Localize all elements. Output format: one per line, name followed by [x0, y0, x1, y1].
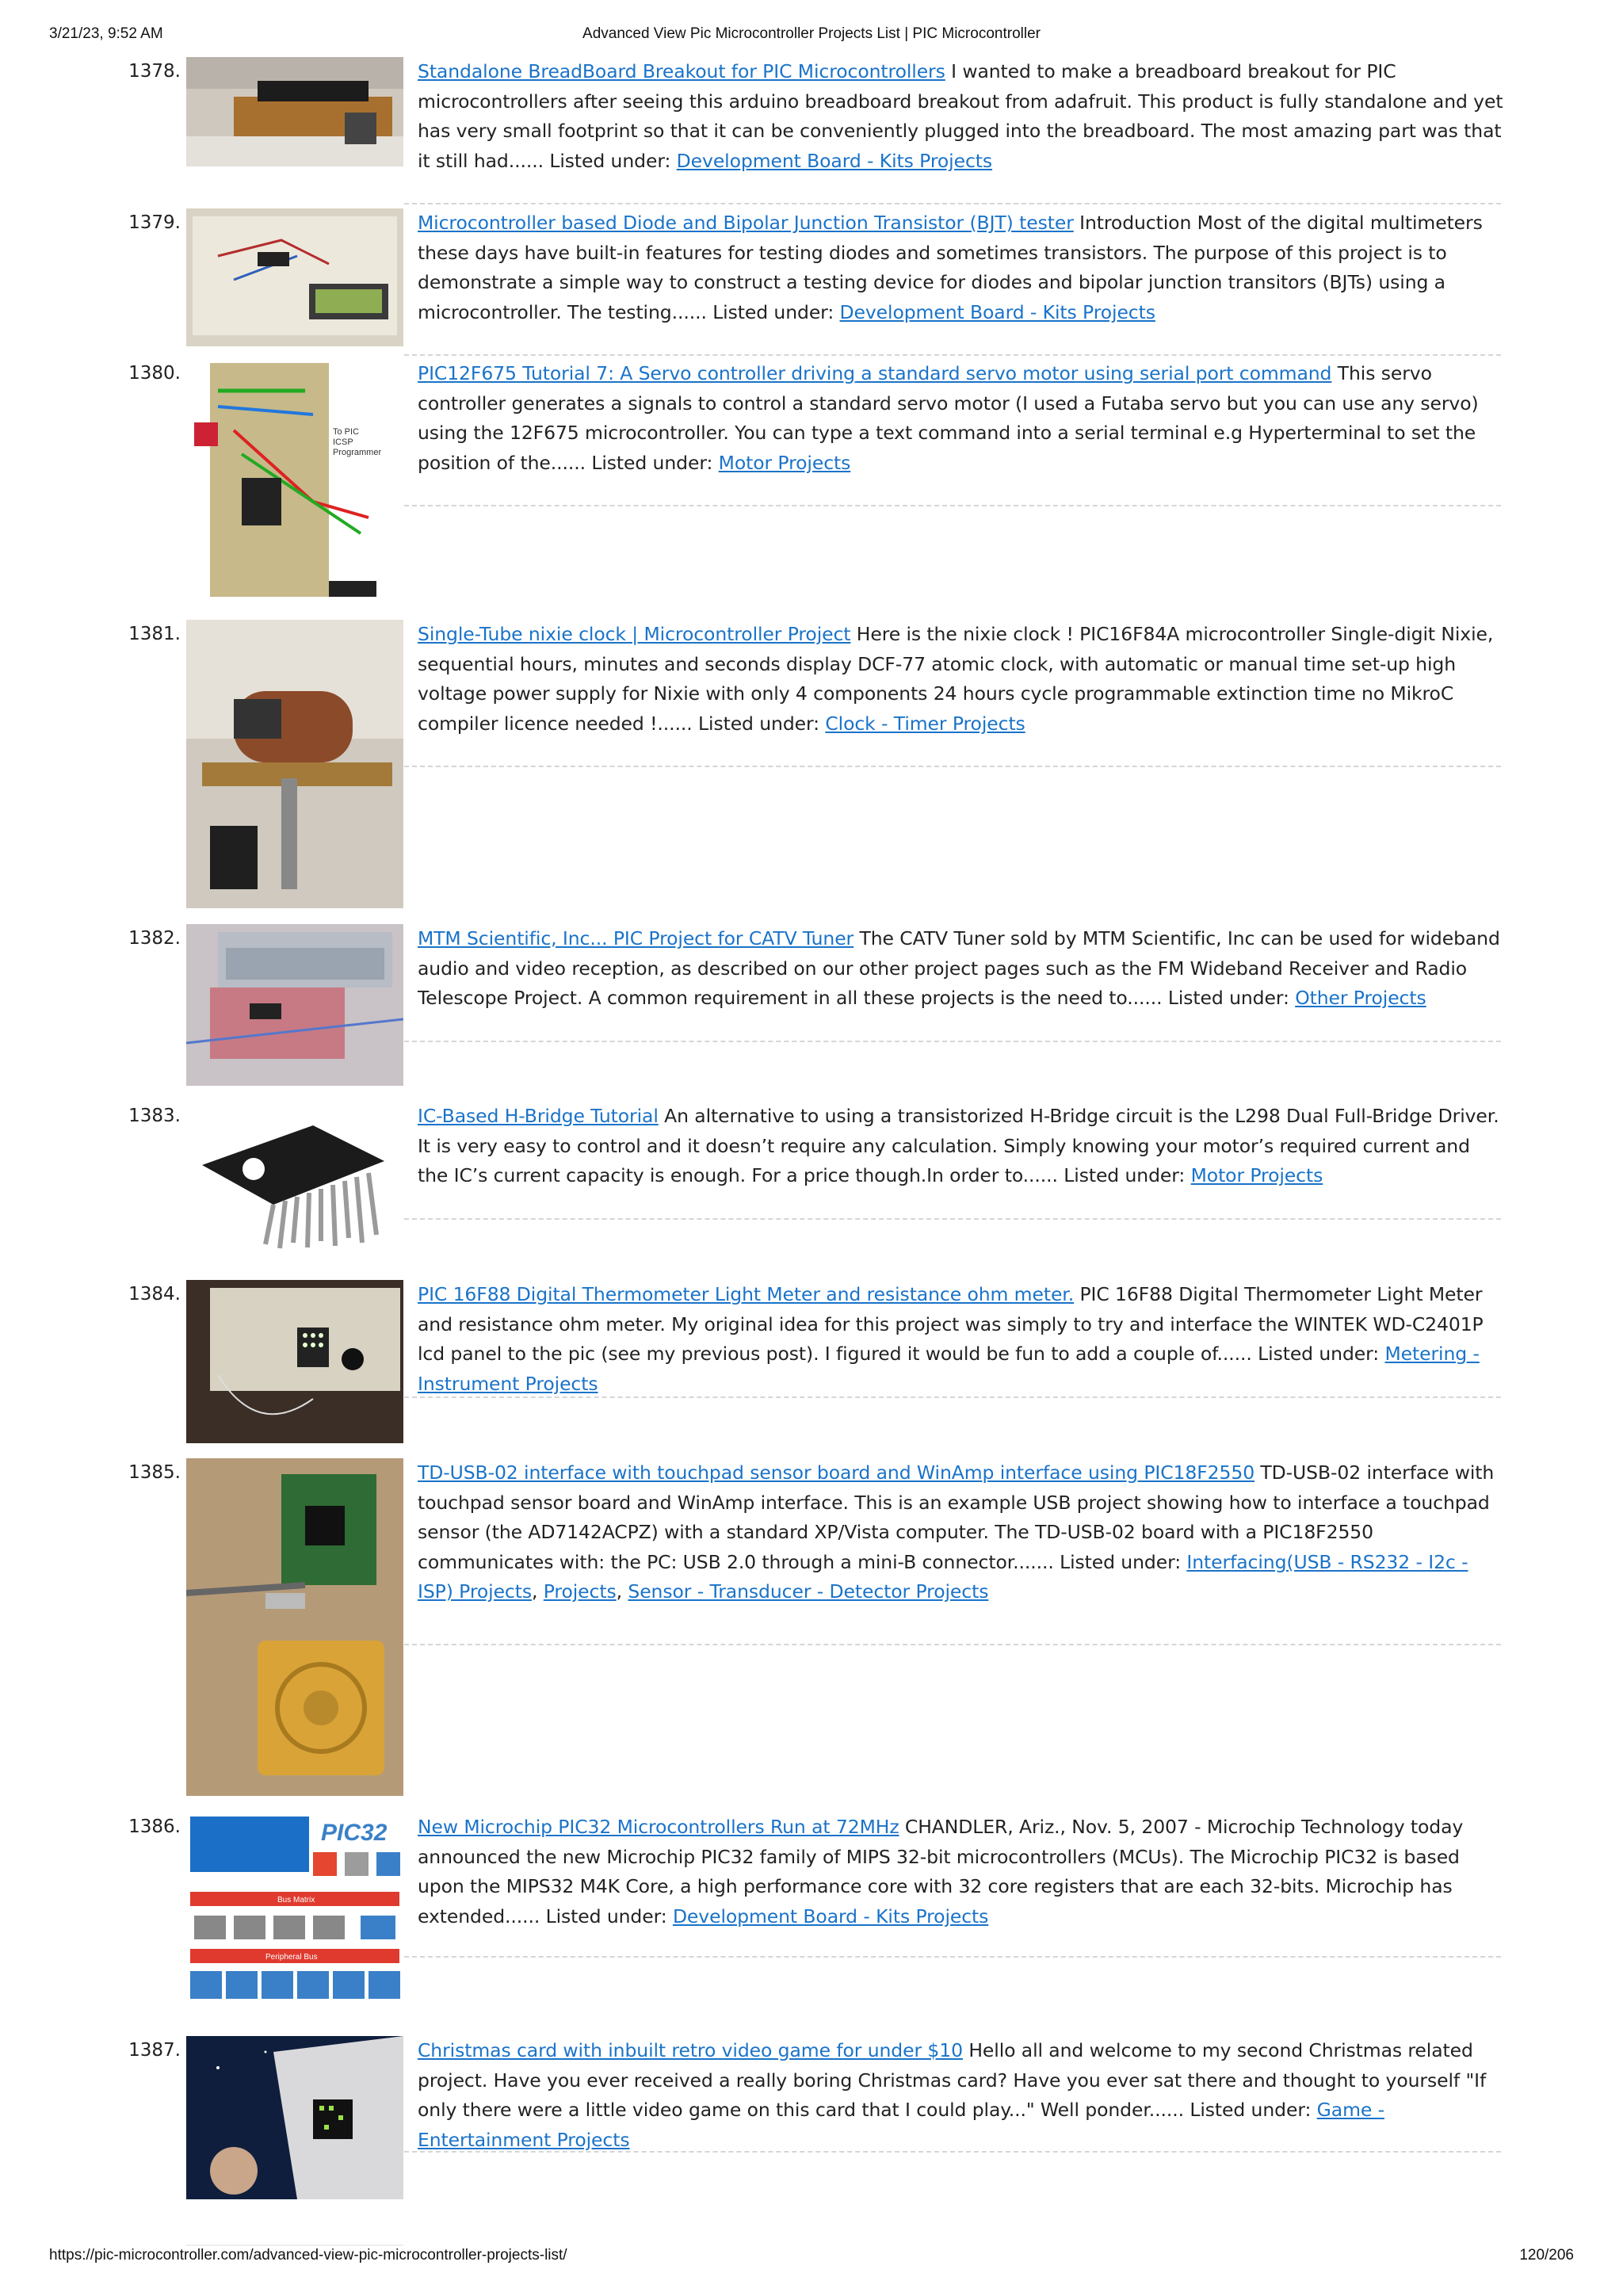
- project-title-link[interactable]: New Microchip PIC32 Microcontrollers Run at 72MHz: [418, 1816, 899, 1838]
- entry-number: 1380.: [128, 363, 181, 384]
- category-link[interactable]: Development Board - Kits Projects: [676, 149, 993, 172]
- diagram-label: ICSP: [333, 437, 353, 447]
- entry-number: 1386.: [128, 1817, 181, 1837]
- project-title-link[interactable]: PIC12F675 Tutorial 7: A Servo controller driving a standard servo motor using serial port command: [418, 362, 1332, 384]
- category-link[interactable]: Clock - Timer Projects: [825, 712, 1025, 735]
- diagram-label: Programmer: [333, 448, 382, 457]
- category-link[interactable]: Motor Projects: [718, 451, 851, 474]
- entry-number: 1381.: [128, 624, 181, 644]
- project-title-link[interactable]: Christmas card with inbuilt retro video game for under $10: [418, 2039, 963, 2061]
- entry-divider: [404, 1218, 1501, 1220]
- print-footer: [49, 2247, 1574, 2269]
- entry-divider: [404, 766, 1501, 767]
- touchpad-board-photo[interactable]: [186, 1458, 403, 1796]
- entry-body: [418, 1280, 1503, 1399]
- project-title-link[interactable]: Microcontroller based Diode and Bipolar Junction Transistor (BJT) tester: [418, 212, 1074, 234]
- project-title-link[interactable]: IC-Based H-Bridge Tutorial: [418, 1105, 659, 1127]
- entry-divider: [404, 354, 1501, 356]
- category-link[interactable]: Development Board - Kits Projects: [672, 1904, 989, 1927]
- project-description: PIC 16F88 Digital Thermometer Light Meter and resistance ohm meter. My original idea for this project was simply to try and interface the WINTEK WD-C2401P lcd panel to the pic (see my previous post). I figured it would be fun to add a couple of...... Listed under:: [418, 1283, 1484, 1365]
- print-page-title: Advanced View Pic Microcontroller Projects List | PIC Microcontroller: [582, 25, 1041, 42]
- entry-divider: [404, 1041, 1501, 1042]
- category-link[interactable]: Other Projects: [1295, 987, 1426, 1009]
- category-link[interactable]: Sensor - Transducer - Detector Projects: [628, 1580, 989, 1603]
- servo-circuit-diagram[interactable]: [186, 359, 403, 603]
- category-link[interactable]: Motor Projects: [1190, 1164, 1323, 1186]
- catv-tuner-photo[interactable]: [186, 924, 403, 1086]
- entry-divider: [404, 1396, 1501, 1398]
- entry-number: 1385.: [128, 1462, 181, 1483]
- entry-number: 1378.: [128, 61, 181, 82]
- category-link[interactable]: Projects: [543, 1580, 617, 1603]
- entry-number: 1379.: [128, 212, 181, 233]
- project-description: Introduction Most of the digital multimeters these days have built-in features for testing diodes and sometimes transistors. The purpose of this project is to demonstrate a simple way to construct a testing device for diodes and bipolar junction transitors (BJTs) using a microcontroller. The testing...... Listed under:: [418, 212, 1483, 323]
- project-description: Here is the nixie clock ! PIC16F84A microcontroller Single-digit Nixie, sequential hours, minutes and seconds display DCF-77 atomic clock, with automatic or manual time set-up high voltage power supply for Nixie with only 4 components 24 hours cycle programmable extinction time no MikroC compiler licence needed !...... Listed under:: [418, 623, 1494, 735]
- entry-body: [418, 57, 1503, 176]
- project-title-link[interactable]: Single-Tube nixie clock | Microcontroller Project: [418, 623, 851, 645]
- print-url: https://pic-microcontroller.com/advanced-view-pic-microcontroller-projects-list/: [49, 2247, 567, 2264]
- page-counter: 120/206: [1519, 2247, 1574, 2264]
- project-title-link[interactable]: MTM Scientific, Inc... PIC Project for CATV Tuner: [418, 927, 854, 949]
- entry-divider: [186, 2244, 403, 2246]
- diagram-label: PIC32: [321, 1820, 388, 1846]
- print-date: 3/21/23, 9:52 AM: [49, 25, 163, 42]
- entry-divider: [404, 1644, 1501, 1645]
- project-description: An alternative to using a transistorized H-Bridge circuit is the L298 Dual Full-Bridge Driver. It is very easy to control and it doesn’t require any calculation. Simply knowing your motor’s required current and the IC’s current capacity is enough. For a price though.In order to...... Listed under:: [418, 1105, 1499, 1186]
- entry-body: [418, 2036, 1503, 2155]
- entry-body: [418, 1458, 1503, 1607]
- bjt-tester-photo[interactable]: [186, 208, 403, 346]
- entry-body: [418, 924, 1503, 1014]
- project-title-link[interactable]: Standalone BreadBoard Breakout for PIC Microcontrollers: [418, 60, 945, 82]
- entry-divider: [404, 1956, 1501, 1958]
- entry-number: 1383.: [128, 1106, 181, 1126]
- category-link[interactable]: Metering - Instrument Projects: [418, 1343, 1480, 1395]
- project-description: TD-USB-02 interface with touchpad sensor board and WinAmp interface. This is an example USB project showing how to interface a touchpad sensor (the AD7142ACPZ) with a standard XP/Vista computer. The TD-USB-02 board with a PIC18F2550 communicates with: the PC: USB 2.0 through a mini-B connector....... Listed under:: [418, 1461, 1495, 1573]
- entry-divider: [404, 505, 1501, 506]
- thermometer-breadboard-photo[interactable]: [186, 1280, 403, 1443]
- entry-body: [418, 359, 1503, 478]
- category-link[interactable]: Development Board - Kits Projects: [839, 300, 1155, 323]
- entry-number: 1382.: [128, 928, 181, 949]
- entry-body: [418, 208, 1503, 327]
- entry-body: [418, 1813, 1503, 1931]
- entry-number: 1387.: [128, 2040, 181, 2061]
- pic32-block-diagram[interactable]: [186, 1813, 403, 2009]
- project-description: This servo controller generates a signals to control a standard servo motor (I used a Futaba servo but you can use any servo) using the 12F675 microcontroller. You can type a text command into a serial terminal e.g Hyperterminal to set the position of the...... Listed under:: [418, 362, 1479, 474]
- project-description: Hello all and welcome to my second Christmas related project. Have you ever received a really boring Christmas card? Have you ever sat there and thought to yourself "If only there were a little video game on this card that I could play..." Well ponder...... Listed under:: [418, 2039, 1487, 2121]
- print-header: [49, 25, 1574, 48]
- category-separator: ,: [616, 1580, 628, 1603]
- l298-chip-photo[interactable]: [186, 1102, 403, 1265]
- project-description: I wanted to make a breadboard breakout for PIC microcontrollers after seeing this arduino breadboard breakout from adafruit. This product is fully standalone and yet has very small footprint so that it can be conveniently plugged into the breadboard. The most amazing part was that it still had...... Listed under:: [418, 60, 1503, 172]
- entry-body: [418, 1102, 1503, 1191]
- project-description: CHANDLER, Ariz., Nov. 5, 2007 - Microchip Technology today announced the new Microchip PIC32 family of MIPS 32-bit microcontrollers (MCUs). The Microchip PIC32 is based upon the MIPS32 M4K Core, a high performance core with 32 core registers that are each 32-bits. Microchip has extended...... Listed under:: [418, 1816, 1464, 1927]
- project-description: The CATV Tuner sold by MTM Scientific, Inc can be used for wideband audio and video reception, as described on our other project pages such as the FM Wideband Receiver and Radio Telescope Project. A common requirement in all these projects is the need to...... Listed under:: [418, 927, 1500, 1009]
- entry-number: 1384.: [128, 1284, 181, 1305]
- entry-divider: [404, 203, 1501, 204]
- entry-body: [418, 620, 1503, 739]
- christmas-card-game-photo[interactable]: [186, 2036, 403, 2199]
- category-separator: ,: [532, 1580, 544, 1603]
- nixie-clock-photo[interactable]: [186, 620, 403, 908]
- entry-divider: [404, 2151, 1501, 2153]
- diagram-label: Bus Matrix: [277, 1896, 315, 1904]
- category-link[interactable]: Interfacing(USB - RS232 - I2c -ISP) Projects: [418, 1550, 1468, 1603]
- diagram-label: Peripheral Bus: [265, 1953, 318, 1962]
- breadboard-breakout-photo[interactable]: [186, 57, 403, 166]
- category-link[interactable]: Game - Entertainment Projects: [418, 2099, 1384, 2151]
- project-title-link[interactable]: PIC 16F88 Digital Thermometer Light Meter and resistance ohm meter.: [418, 1283, 1075, 1305]
- project-title-link[interactable]: TD-USB-02 interface with touchpad sensor board and WinAmp interface using PIC18F2550: [418, 1461, 1255, 1484]
- diagram-label: To PIC: [333, 427, 360, 437]
